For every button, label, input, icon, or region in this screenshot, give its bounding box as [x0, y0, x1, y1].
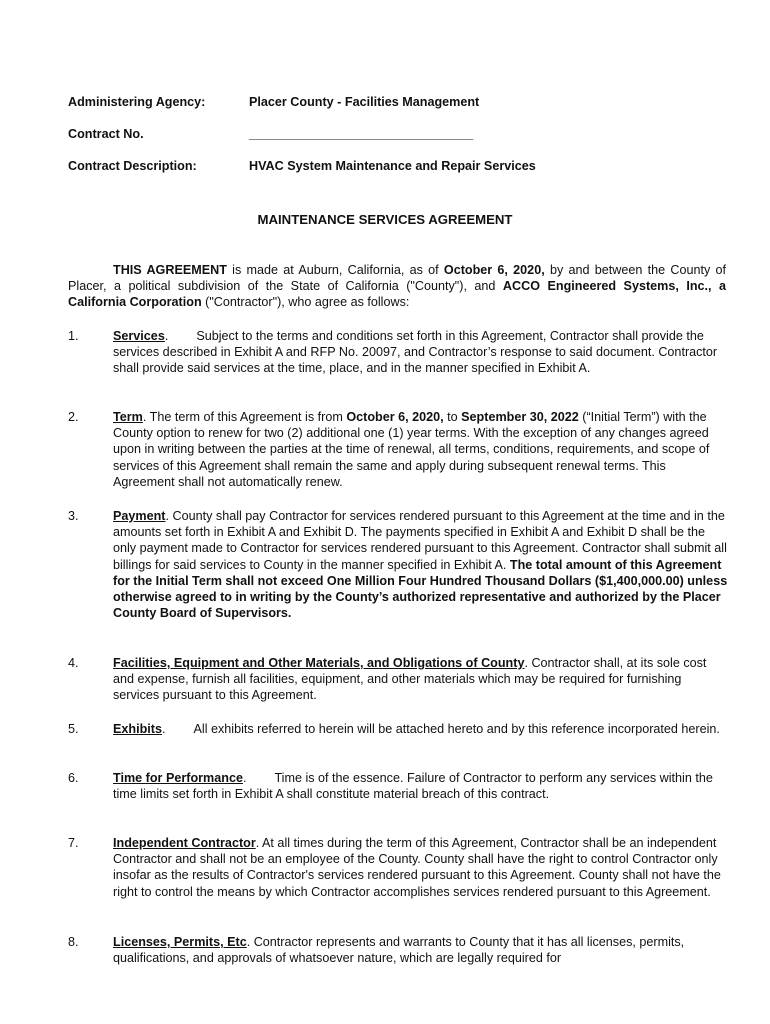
- section-services: [68, 328, 728, 377]
- section-text: . Time is of the essence. Failure of Contractor to perform any services within the time limits set forth in Exhibit A shall constitute material breach of this contract.: [113, 771, 713, 802]
- section-time-for-performance: [68, 770, 728, 802]
- section-number: 4.: [68, 656, 79, 670]
- intro-text-2: by and between the County of Placer, a political subdivision of the State of California ("County"), and: [68, 263, 726, 294]
- contract-no-label: Contract No.: [68, 127, 144, 141]
- section-licenses: [68, 934, 728, 966]
- section-facilities: [68, 655, 728, 704]
- term-start-date: October 6, 2020,: [346, 410, 444, 424]
- section-heading: Term: [113, 410, 143, 424]
- section-independent-contractor: [68, 835, 728, 900]
- section-number: 6.: [68, 771, 79, 785]
- intro-paragraph: [68, 262, 726, 311]
- document-title: MAINTENANCE SERVICES AGREEMENT: [257, 212, 513, 227]
- section-number: 1.: [68, 329, 79, 343]
- section-payment: [68, 508, 728, 621]
- section-heading: Facilities, Equipment and Other Materials, and Obligations of County: [113, 656, 525, 670]
- section-text: . At all times during the term of this Agreement, Contractor shall be an independent Contractor and shall not be an employee of the County. County shall have the right to control Contractor only insofar as the results of Contractor's services rendered pursuant to this Agreement. County shall not have the right to control the means by which Contractor accomplishes services rendered pursuant to this Agreement.: [113, 836, 721, 899]
- section-text: . County shall pay Contractor for services rendered pursuant to this Agreement at the time and in the amounts set forth in Exhibit A and Exhibit D. The payments specified in Exhibit A and Exhibit D shall be the only payment made to Contractor for services rendered pursuant to this Agreement. Contractor shall submit all billings for said services to County in the manner specified in Exhibit A.: [113, 509, 727, 572]
- section-text: . Subject to the terms and conditions set forth in this Agreement, Contractor shall provide the services described in Exhibit A and RFP No. 20097, and Contractor’s response to said document. Contractor shall provide said services at the time, place, and in the manner specified in Exhibit A.: [113, 329, 718, 376]
- section-number: 2.: [68, 410, 79, 424]
- section-heading: Licenses, Permits, Etc: [113, 935, 247, 949]
- section-heading: Exhibits: [113, 722, 162, 736]
- intro-text-3: ("Contractor"), who agree as follows:: [201, 295, 410, 310]
- section-term: [68, 409, 728, 490]
- agency-value: Placer County - Facilities Management: [249, 95, 480, 109]
- section-number: 7.: [68, 836, 79, 850]
- section-heading: Independent Contractor: [113, 836, 256, 850]
- description-value: HVAC System Maintenance and Repair Services: [249, 159, 536, 173]
- contract-no-value: ________________________________: [249, 127, 474, 141]
- section-number: 8.: [68, 935, 79, 949]
- intro-contractor: ACCO Engineered Systems, Inc., a California Corporation: [68, 279, 726, 310]
- section-number: 3.: [68, 509, 79, 523]
- intro-date: October 6, 2020,: [443, 263, 545, 277]
- section-text: (“Initial Term”) with the County option to renew for two (2) additional one (1) year terms. With the exception of any changes agreed upon in writing between the parties at the time of renewal, all terms, conditions, requirements, and scope of services of this Agreement shall remain the same and apply during subsequent renewal terms. This Agreement shall not automatically renew.: [113, 410, 710, 489]
- term-end-date: September 30, 2022: [461, 410, 579, 424]
- section-heading: Services: [113, 329, 165, 343]
- agency-row: [68, 94, 479, 110]
- section-exhibits: [68, 721, 728, 737]
- section-text: . The term of this Agreement is from: [142, 410, 347, 424]
- section-text: . Contractor shall, at its sole cost and expense, furnish all facilities, equipment, and other materials which may be required for furnishing services pursuant to this Agreement.: [113, 656, 707, 703]
- payment-limit-text: The total amount of this Agreement for the Initial Term shall not exceed One Million Four Hundred Thousand Dollars ($1,400,000.00) unless otherwise agreed to in writing by the County’s authorized representative and authorized by the Placer County Board of Supervisors.: [113, 557, 728, 621]
- section-heading: Time for Performance: [113, 771, 243, 785]
- intro-text-1: is made at Auburn, California, as of: [226, 263, 444, 277]
- description-row: [68, 158, 536, 174]
- agency-label: Administering Agency:: [68, 95, 206, 109]
- section-text: . Contractor represents and warrants to County that it has all licenses, permits, qualifications, and approvals of whatsoever nature, which are legally required for: [113, 935, 685, 966]
- section-text: . All exhibits referred to herein will be attached hereto and by this reference incorporated herein.: [162, 722, 720, 736]
- section-heading: Payment: [113, 509, 166, 523]
- intro-lead: THIS AGREEMENT: [113, 263, 227, 277]
- section-text: to: [443, 410, 462, 424]
- contract-no-row: [68, 126, 473, 142]
- section-number: 5.: [68, 722, 79, 736]
- description-label: Contract Description:: [68, 159, 197, 173]
